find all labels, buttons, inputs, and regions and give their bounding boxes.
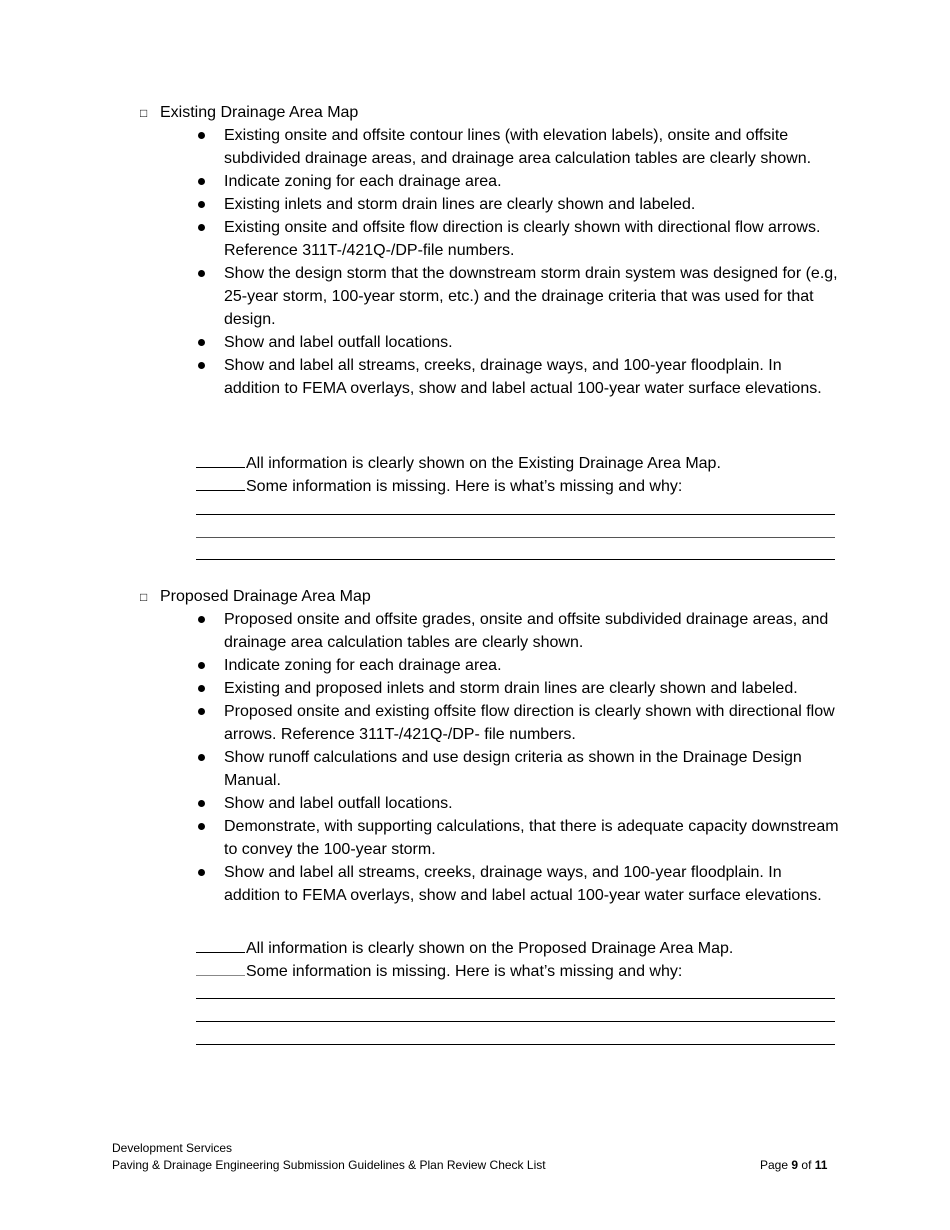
existing-check-missing: Some information is missing. Here is what’s missing and why: bbox=[196, 473, 682, 498]
existing-notes-line-3[interactable] bbox=[196, 559, 835, 560]
footer-org: Development Services bbox=[112, 1141, 233, 1155]
existing-check-all: All information is clearly shown on the Existing Drainage Area Map. bbox=[196, 450, 721, 475]
bullet-icon bbox=[198, 869, 205, 876]
existing-check-missing-blank[interactable] bbox=[196, 473, 245, 491]
list-item: Indicate zoning for each drainage area. bbox=[196, 170, 840, 193]
footer-page-number: Page 9 of 11 bbox=[760, 1158, 828, 1172]
bullet-icon bbox=[198, 662, 205, 669]
proposed-check-all: All information is clearly shown on the Proposed Drainage Area Map. bbox=[196, 935, 733, 960]
footer-doc-title: Paving & Drainage Engineering Submission Guidelines & Plan Review Check List bbox=[112, 1158, 546, 1172]
list-item: Show and label outfall locations. bbox=[196, 331, 840, 354]
bullet-icon bbox=[198, 201, 205, 208]
list-item: Show the design storm that the downstream storm drain system was designed for (e.g, 25-year storm, 100-year storm, etc.) and the drainage criteria that was used for that design. bbox=[196, 262, 840, 331]
bullet-icon bbox=[198, 270, 205, 277]
proposed-check-missing: Some information is missing. Here is what’s missing and why: bbox=[196, 958, 682, 983]
proposed-checklist bbox=[196, 608, 840, 907]
list-item: Show and label all streams, creeks, drainage ways, and 100-year floodplain. In addition to FEMA overlays, show and label actual 100-year water surface elevations. bbox=[196, 354, 840, 400]
proposed-check-all-blank[interactable] bbox=[196, 935, 245, 953]
proposed-notes-line-1[interactable] bbox=[196, 998, 835, 999]
bullet-icon bbox=[198, 800, 205, 807]
checkbox-icon[interactable]: □ bbox=[140, 106, 148, 120]
bullet-icon bbox=[198, 616, 205, 623]
bullet-icon bbox=[198, 178, 205, 185]
existing-section-title: □ Existing Drainage Area Map bbox=[140, 101, 358, 125]
bullet-icon bbox=[198, 132, 205, 139]
checkbox-icon[interactable]: □ bbox=[140, 590, 148, 604]
bullet-icon bbox=[198, 823, 205, 830]
list-item: Show and label outfall locations. bbox=[196, 792, 840, 815]
list-item: Show and label all streams, creeks, drainage ways, and 100-year floodplain. In addition to FEMA overlays, show and label actual 100-year water surface elevations. bbox=[196, 861, 840, 907]
bullet-icon bbox=[198, 685, 205, 692]
bullet-icon bbox=[198, 708, 205, 715]
list-item: Demonstrate, with supporting calculations, that there is adequate capacity downstream to convey the 100-year storm. bbox=[196, 815, 840, 861]
existing-notes-line-1[interactable] bbox=[196, 514, 835, 515]
list-item: Existing and proposed inlets and storm drain lines are clearly shown and labeled. bbox=[196, 677, 840, 700]
bullet-icon bbox=[198, 224, 205, 231]
existing-notes-line-2[interactable] bbox=[196, 537, 835, 538]
list-item: Proposed onsite and offsite grades, onsite and offsite subdivided drainage areas, and drainage area calculation tables are clearly shown. bbox=[196, 608, 840, 654]
list-item: Existing inlets and storm drain lines are clearly shown and labeled. bbox=[196, 193, 840, 216]
proposed-notes-line-2[interactable] bbox=[196, 1021, 835, 1022]
list-item: Proposed onsite and existing offsite flow direction is clearly shown with directional flow arrows. Reference 311T-/421Q-/DP- file numbers. bbox=[196, 700, 840, 746]
list-item: Indicate zoning for each drainage area. bbox=[196, 654, 840, 677]
existing-check-all-blank[interactable] bbox=[196, 450, 245, 468]
proposed-section-title: □ Proposed Drainage Area Map bbox=[140, 585, 371, 609]
proposed-check-missing-blank[interactable] bbox=[196, 958, 245, 976]
bullet-icon bbox=[198, 362, 205, 369]
bullet-icon bbox=[198, 339, 205, 346]
existing-checklist bbox=[196, 124, 840, 400]
list-item: Existing onsite and offsite flow direction is clearly shown with directional flow arrows. Reference 311T-/421Q-/DP-file numbers. bbox=[196, 216, 840, 262]
proposed-notes-line-3[interactable] bbox=[196, 1044, 835, 1045]
list-item: Existing onsite and offsite contour lines (with elevation labels), onsite and offsite subdivided drainage areas, and drainage area calculation tables are clearly shown. bbox=[196, 124, 840, 170]
list-item: Show runoff calculations and use design criteria as shown in the Drainage Design Manual. bbox=[196, 746, 840, 792]
bullet-icon bbox=[198, 754, 205, 761]
